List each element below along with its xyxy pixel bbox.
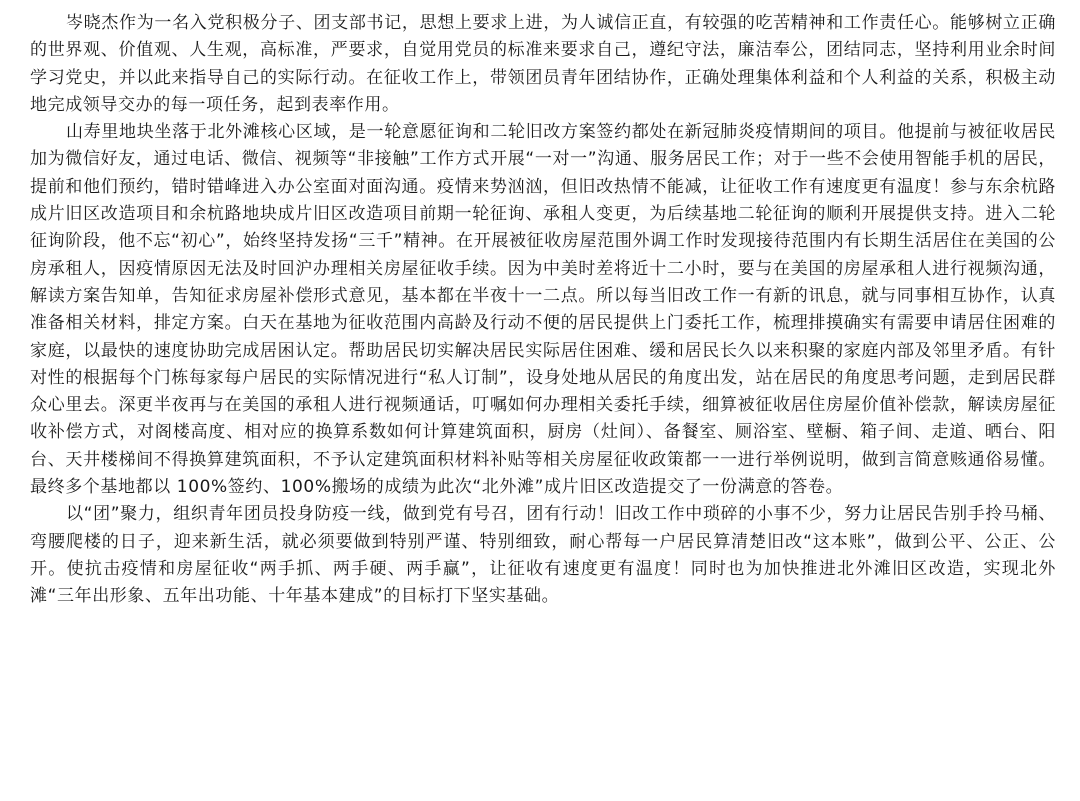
paragraph-conclusion: 以“团”聚力，组织青年团员投身防疫一线，做到党有号召，团有行动！旧改工作中琐碎的小事不少，努力让居民告别手拎马桶、弯腰爬楼的日子，迎来新生活，就必须要做到特别严谨、特别细致，耐心帮每一户居民算清楚旧改“这本账”，做到公平、公正、公开。使抗击疫情和房屋征收“两手抓、两手硬、两手赢”，让征收有速度更有温度！同时也为加快推进北外滩旧区改造，实现北外滩“三年出形象、五年出功能、十年基本建成”的目标打下坚实基础。: [30, 504, 1056, 607]
paragraph-shanshouli-project: 山寿里地块坐落于北外滩核心区域，是一轮意愿征询和二轮旧改方案签约都处在新冠肺炎疫情期间的项目。他提前与被征收居民加为微信好友，通过电话、微信、视频等“非接触”工作方式开展“一对一”沟通、服务居民工作；对于一些不会使用智能手机的居民，提前和他们预约，错时错峰进入办公室面对面沟通。疫情来势汹汹，但旧改热情不能减，让征收工作有速度更有温度！参与东余杭路成片旧区改造项目和余杭路地块成片旧区改造项目前期一轮征询、承租人变更，为后续基地二轮征询的顺利开展提供支持。进入二轮征询阶段，他不忘“初心”，始终坚持发扬“三千”精神。在开展被征收房屋范围外调工作时发现接待范围内有长期生活居住在美国的公房承租人，因疫情原因无法及时回沪办理相关房屋征收手续。因为中美时差将近十二小时，要与在美国的房屋承租人进行视频沟通，解读方案告知单，告知征求房屋补偿形式意见，基本都在半夜十一二点。所以每当旧改工作一有新的讯息，就与同事相互协作，认真准备相关材料，排定方案。白天在基地为征收范围内高龄及行动不便的居民提供上门委托工作，梳理排摸确实有需要申请居住困难的家庭，以最快的速度协助完成居困认定。帮助居民切实解决居民实际居住困难、缓和居民长久以来积聚的家庭内部及邻里矛盾。有针对性的根据每个门栋每家每户居民的实际情况进行“私人订制”，设身处地从居民的角度出发，站在居民的角度思考问题，走到居民群众心里去。深更半夜再与在美国的承租人进行视频通话，叮嘱如何办理相关委托手续，细算被征收居住房屋价值补偿款，解读房屋征收补偿方式，对阁楼高度、相对应的换算系数如何计算建筑面积，厨房（灶间）、备餐室、厕浴室、壁橱、箱子间、走道、晒台、阳台、天井楼梯间不得换算建筑面积，不予认定建筑面积材料补贴等相关房屋征收政策都一一进行举例说明，做到言简意赅通俗易懂。最终多个基地都以 100%签约、100%搬场的成绩为此次“北外滩”成片旧区改造提交了一份满意的答卷。: [30, 122, 1056, 498]
paragraph-intro: 岑晓杰作为一名入党积极分子、团支部书记，思想上要求上进，为人诚信正直，有较强的吃苦精神和工作责任心。能够树立正确的世界观、价值观、人生观，高标准，严要求，自觉用党员的标准来要求自己，遵纪守法，廉洁奉公，团结同志，坚持利用业余时间学习党史，并以此来指导自己的实际行动。在征收工作上，带领团员青年团结协作，正确处理集体利益和个人利益的关系，积极主动地完成领导交办的每一项任务，起到表率作用。: [30, 13, 1056, 115]
document-body: [30, 10, 1056, 611]
